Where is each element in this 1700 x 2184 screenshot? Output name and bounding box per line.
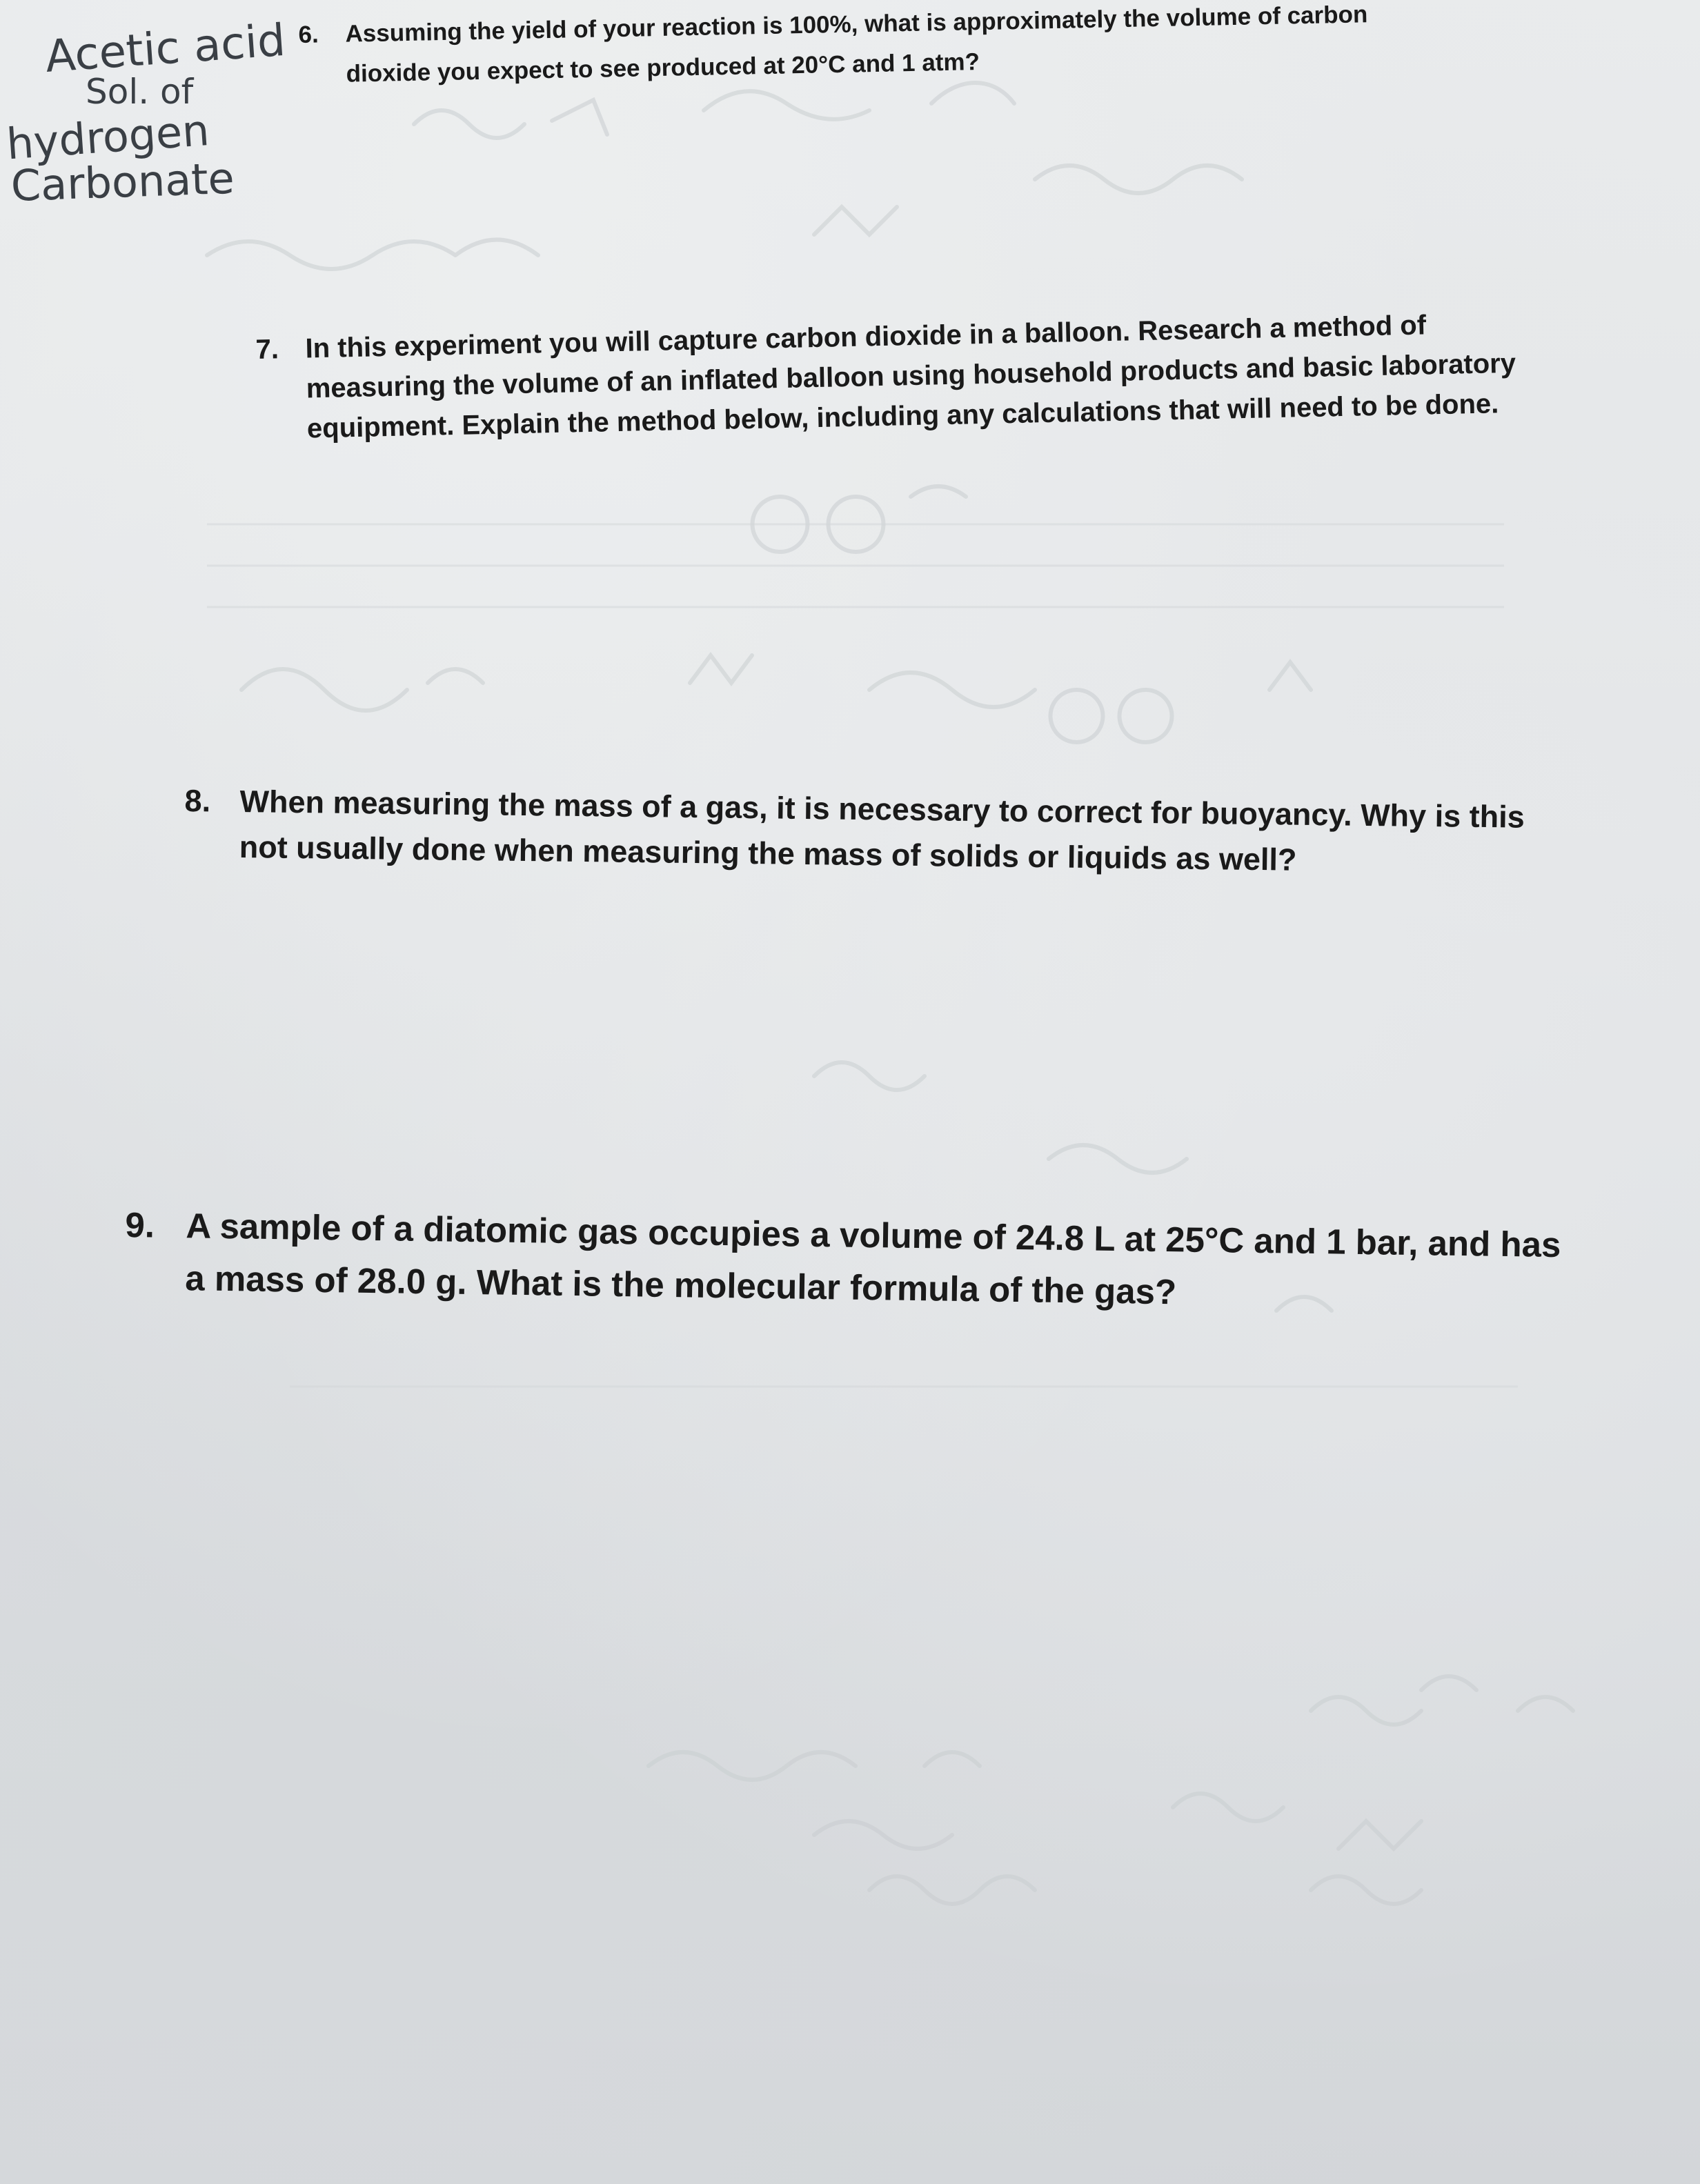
handwritten-line-1: Acetic acid	[43, 21, 288, 83]
question-8-text: When measuring the mass of a gas, it is necessary to correct for buoyancy. Why is this not usually done when measuring the mass of solids or liquids as well?	[239, 783, 1525, 877]
question-6-text: Assuming the yield of your reaction is 100%, what is approximately the volume of carbon dioxide you expect to see produced at 20°C and 1 atm?	[345, 1, 1368, 88]
handwritten-note-drawing	[7, 21, 297, 221]
question-7-number: 7.	[255, 334, 279, 365]
question-6	[298, 0, 1459, 95]
question-6-number: 6.	[298, 21, 319, 48]
question-7	[255, 304, 1520, 450]
handwritten-line-4: Carbonate	[10, 152, 235, 212]
question-8	[184, 778, 1571, 886]
handwritten-line-2: Sol. of	[86, 72, 194, 112]
question-9-number: 9.	[125, 1204, 155, 1245]
question-7-text: In this experiment you will capture carbon dioxide in a balloon. Research a method of measuring the volume of an inflated balloon using household products and basic laboratory equipment. Explain the method below, including any calculations that will need to be done.	[305, 310, 1516, 444]
question-9	[124, 1199, 1588, 1324]
question-8-number: 8.	[184, 782, 211, 819]
handwritten-note	[7, 21, 297, 221]
handwritten-line-3: hydrogen	[7, 105, 211, 170]
question-9-text: A sample of a diatomic gas occupies a volume of 24.8 L at 25°C and 1 bar, and has a mass of 28.0 g. What is the molecular formula of the gas?	[185, 1206, 1561, 1312]
